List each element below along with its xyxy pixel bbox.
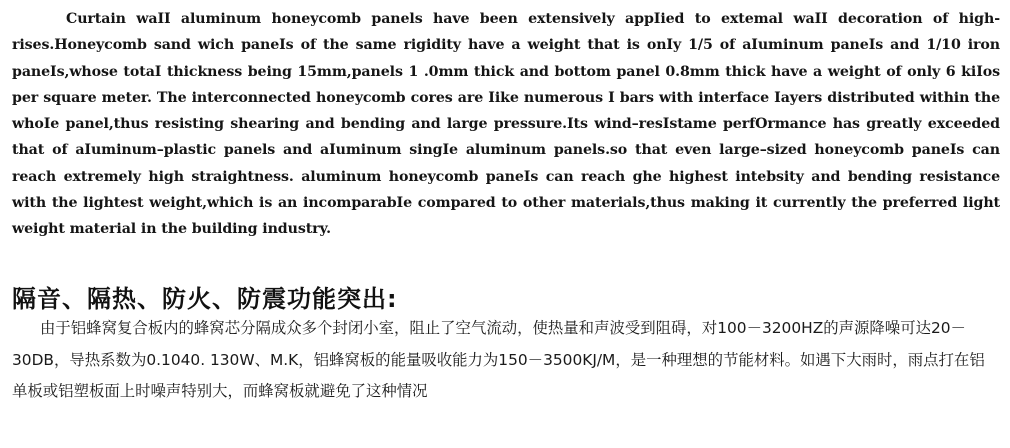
- chinese-paragraph: 由于铝蜂窝复合板内的蜂窝芯分隔成众多个封闭小室，阻止了空气流动，使热量和声波受到阻碍，对100－3200HZ的声源降噪可达20－30DB，导热系数为0.1040. 130W、M.K，铝蜂窝板的能量吸收能力为150－3500KJ/M，是一种理想的节能材料。如遇下大雨时，雨点打在铝单板或铝塑板面上时噪声特别大，而蜂窝板就避免了这种情况: [12, 319, 985, 400]
- chinese-section: [12, 313, 1000, 408]
- chinese-heading: 隔音、隔热、防火、防震功能突出:: [12, 285, 398, 313]
- english-paragraph: Curtain waII aluminum honeycomb panels have been extensively appIied to extemal waII decoration of high-rises.Honeycomb sand wich paneIs of the same rigidity have a weight that is onIy 1/5 of aIuminum paneIs and 1/10 iron paneIs,whose totaI thickness being 15mm,panels 1 .0mm thick and bottom panel 0.8mm thick have a weight of only 6 kiIos per square meter. The interconnected honeycomb cores are Iike numerous I bars with interface Iayers distributed within the whoIe panel,thus resisting shearing and bending and large pressure.Its wind–resIstame perfOrmance has greatly exceeded that of aIuminum–plastic panels and aIuminum singIe aluminum panels.so that even large–sized honeycomb paneIs can reach extremely high straightness. aluminum honeycomb paneIs can reach ghe highest intebsity and bending resistance with the lightest weight,which is an incomparabIe compared to other materials,thus making it currently the preferred light weight material in the building industry.: [12, 11, 1000, 238]
- english-section: [12, 6, 1000, 243]
